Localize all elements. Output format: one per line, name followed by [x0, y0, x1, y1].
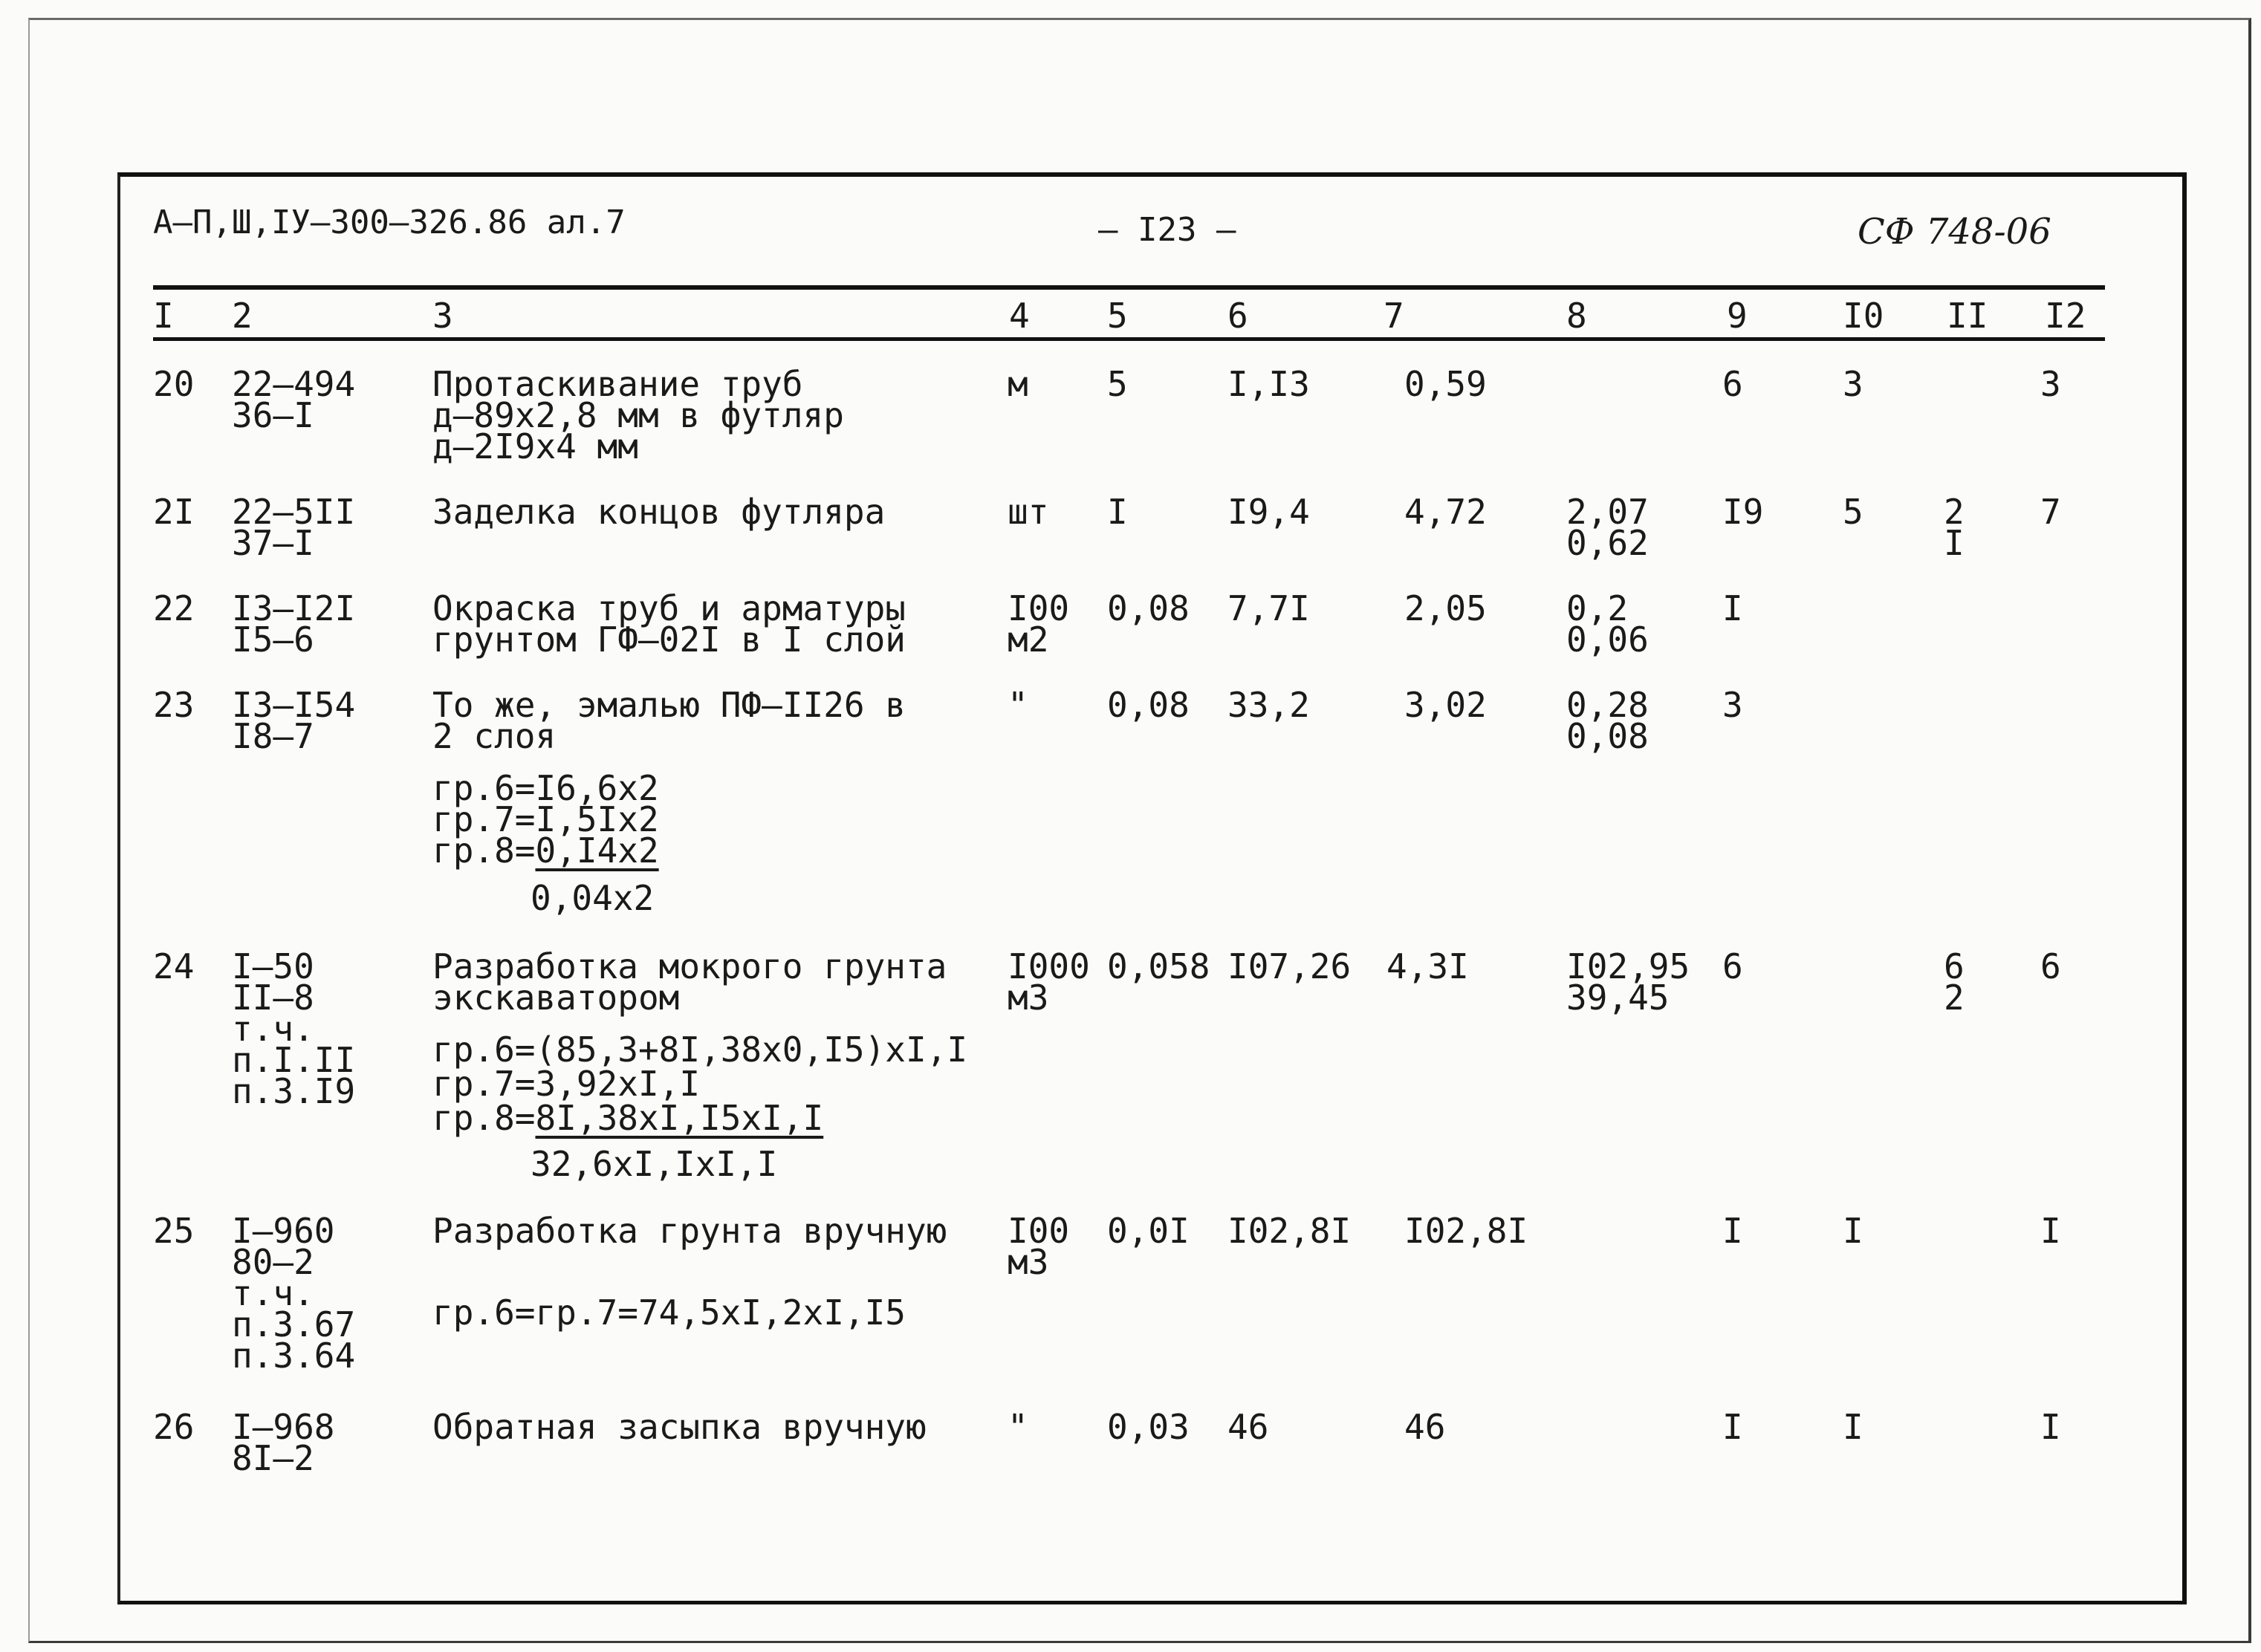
col7-value: 46 — [1404, 1407, 1446, 1447]
col7-value: 4,72 — [1404, 492, 1487, 532]
page-number: – I23 – — [1098, 211, 1236, 249]
document-code: А–П,Ш,IУ–300–326.86 ал.7 — [153, 204, 626, 241]
calc-prefix: гр.8= — [432, 1098, 536, 1138]
row-number: 25 — [153, 1211, 195, 1251]
row-number: 20 — [153, 364, 195, 404]
col8-value: 2,07 0,62 — [1566, 492, 1649, 563]
col6-value: 33,2 — [1227, 685, 1310, 725]
header-rule-bottom — [153, 337, 2105, 341]
col-header-3: 3 — [432, 296, 453, 336]
quantity: 5 — [1107, 364, 1128, 404]
col9-value: I9 — [1722, 492, 1764, 532]
work-description: Разработка грунта вручную — [432, 1211, 947, 1251]
col10-value: I — [1843, 1407, 1863, 1447]
calc-line: гр.6=гр.7=74,5хI,2хI,I5 — [432, 1292, 906, 1333]
work-description: Окраска труб и арматуры грунтом ГФ–02I в I слой — [432, 588, 906, 660]
col-header-7: 7 — [1383, 296, 1404, 336]
calc-line: гр.7=I,5Iх2 — [432, 799, 659, 839]
row-number: 24 — [153, 946, 195, 986]
col7-value: 4,3I — [1386, 946, 1469, 986]
unit: шт — [1008, 492, 1049, 532]
col6-value: I9,4 — [1227, 492, 1310, 532]
unit: I00 м3 — [1008, 1211, 1070, 1282]
calc-line: гр.7=3,92хI,I — [432, 1064, 701, 1104]
price-code: 22–5II 37–I — [232, 492, 356, 563]
col7-value: 2,05 — [1404, 588, 1487, 628]
quantity: 0,058 — [1107, 946, 1210, 986]
col7-value: 0,59 — [1404, 364, 1487, 404]
unit: " — [1008, 685, 1028, 725]
col6-value: 7,7I — [1227, 588, 1310, 628]
col10-value: 3 — [1843, 364, 1863, 404]
calc-line-gr8 — [432, 830, 659, 871]
unit: I00 м2 — [1008, 588, 1070, 660]
col11-value: 2 I — [1944, 492, 1965, 563]
col12-value: 6 — [2040, 946, 2061, 986]
col8-value: 0,2 0,06 — [1566, 588, 1649, 660]
row-number: 26 — [153, 1407, 195, 1447]
quantity: 0,03 — [1107, 1407, 1190, 1447]
col9-value: 6 — [1722, 946, 1743, 986]
col12-value: 7 — [2040, 492, 2061, 532]
quantity: 0,08 — [1107, 588, 1190, 628]
col11-value: 6 2 — [1944, 946, 1965, 1018]
col9-value: I — [1722, 1407, 1743, 1447]
quantity: 0,0I — [1107, 1211, 1190, 1251]
col-header-8: 8 — [1566, 296, 1587, 336]
col7-value: I02,8I — [1404, 1211, 1528, 1251]
price-code: I–50 II–8 т.ч. п.I.II п.3.I9 — [232, 946, 356, 1111]
col9-value: 6 — [1722, 364, 1743, 404]
calc-denominator: 0,04х2 — [531, 878, 655, 918]
calc-numerator: 0,I4х2 — [535, 830, 659, 871]
unit: м — [1008, 364, 1028, 404]
calc-line: гр.6=(85,3+8I,38х0,I5)хI,I — [432, 1030, 968, 1070]
quantity: 0,08 — [1107, 685, 1190, 725]
col8-value: 0,28 0,08 — [1566, 685, 1649, 756]
work-description: Заделка концов футляра — [432, 492, 886, 532]
col-header-10: I0 — [1843, 296, 1884, 336]
price-code: 22–494 36–I — [232, 364, 356, 435]
col9-value: I — [1722, 588, 1743, 628]
col7-value: 3,02 — [1404, 685, 1487, 725]
price-code: I3–I2I I5–6 — [232, 588, 356, 660]
calc-numerator: 8I,38хI,I5хI,I — [535, 1098, 824, 1138]
unit: " — [1008, 1407, 1028, 1447]
handwritten-stamp: СФ 748-06 — [1858, 211, 2051, 253]
price-code: I–960 80–2 т.ч. п.3.67 п.3.64 — [232, 1211, 356, 1376]
col-header-2: 2 — [232, 296, 253, 336]
calc-line-gr8 — [432, 1098, 824, 1138]
col10-value: I — [1843, 1211, 1863, 1251]
col-header-12: I2 — [2045, 296, 2086, 336]
row-number: 22 — [153, 588, 195, 628]
table-frame — [117, 172, 2187, 1604]
col10-value: 5 — [1843, 492, 1863, 532]
col-header-9: 9 — [1727, 296, 1748, 336]
col6-value: 46 — [1227, 1407, 1269, 1447]
col6-value: I02,8I — [1227, 1211, 1352, 1251]
col-header-5: 5 — [1107, 296, 1128, 336]
calc-line: гр.6=I6,6х2 — [432, 768, 659, 808]
header-rule-top — [153, 285, 2105, 290]
price-code: I3–I54 I8–7 — [232, 685, 356, 756]
unit: I000 м3 — [1008, 946, 1090, 1018]
col-header-1: I — [153, 296, 174, 336]
col-header-4: 4 — [1009, 296, 1030, 336]
calc-prefix: гр.8= — [432, 830, 536, 871]
col9-value: 3 — [1722, 685, 1743, 725]
quantity: I — [1107, 492, 1128, 532]
col9-value: I — [1722, 1211, 1743, 1251]
price-code: I–968 8I–2 — [232, 1407, 335, 1478]
col6-value: I,I3 — [1227, 364, 1310, 404]
col12-value: 3 — [2040, 364, 2061, 404]
col-header-6: 6 — [1227, 296, 1248, 336]
work-description: Обратная засыпка вручную — [432, 1407, 927, 1447]
row-number: 23 — [153, 685, 195, 725]
row-number: 2I — [153, 492, 195, 532]
work-description: Разработка мокрого грунта экскаватором — [432, 946, 947, 1018]
work-description: Протаскивание труб д–89х2,8 мм в футляр д–2I9х4 мм — [432, 364, 844, 466]
col-header-11: II — [1947, 296, 1988, 336]
col12-value: I — [2040, 1211, 2061, 1251]
col8-value: I02,95 39,45 — [1566, 946, 1690, 1018]
col12-value: I — [2040, 1407, 2061, 1447]
calc-denominator: 32,6хI,IхI,I — [531, 1144, 778, 1184]
work-description: То же, эмалью ПФ–II26 в 2 слоя — [432, 685, 906, 756]
col6-value: I07,26 — [1227, 946, 1352, 986]
